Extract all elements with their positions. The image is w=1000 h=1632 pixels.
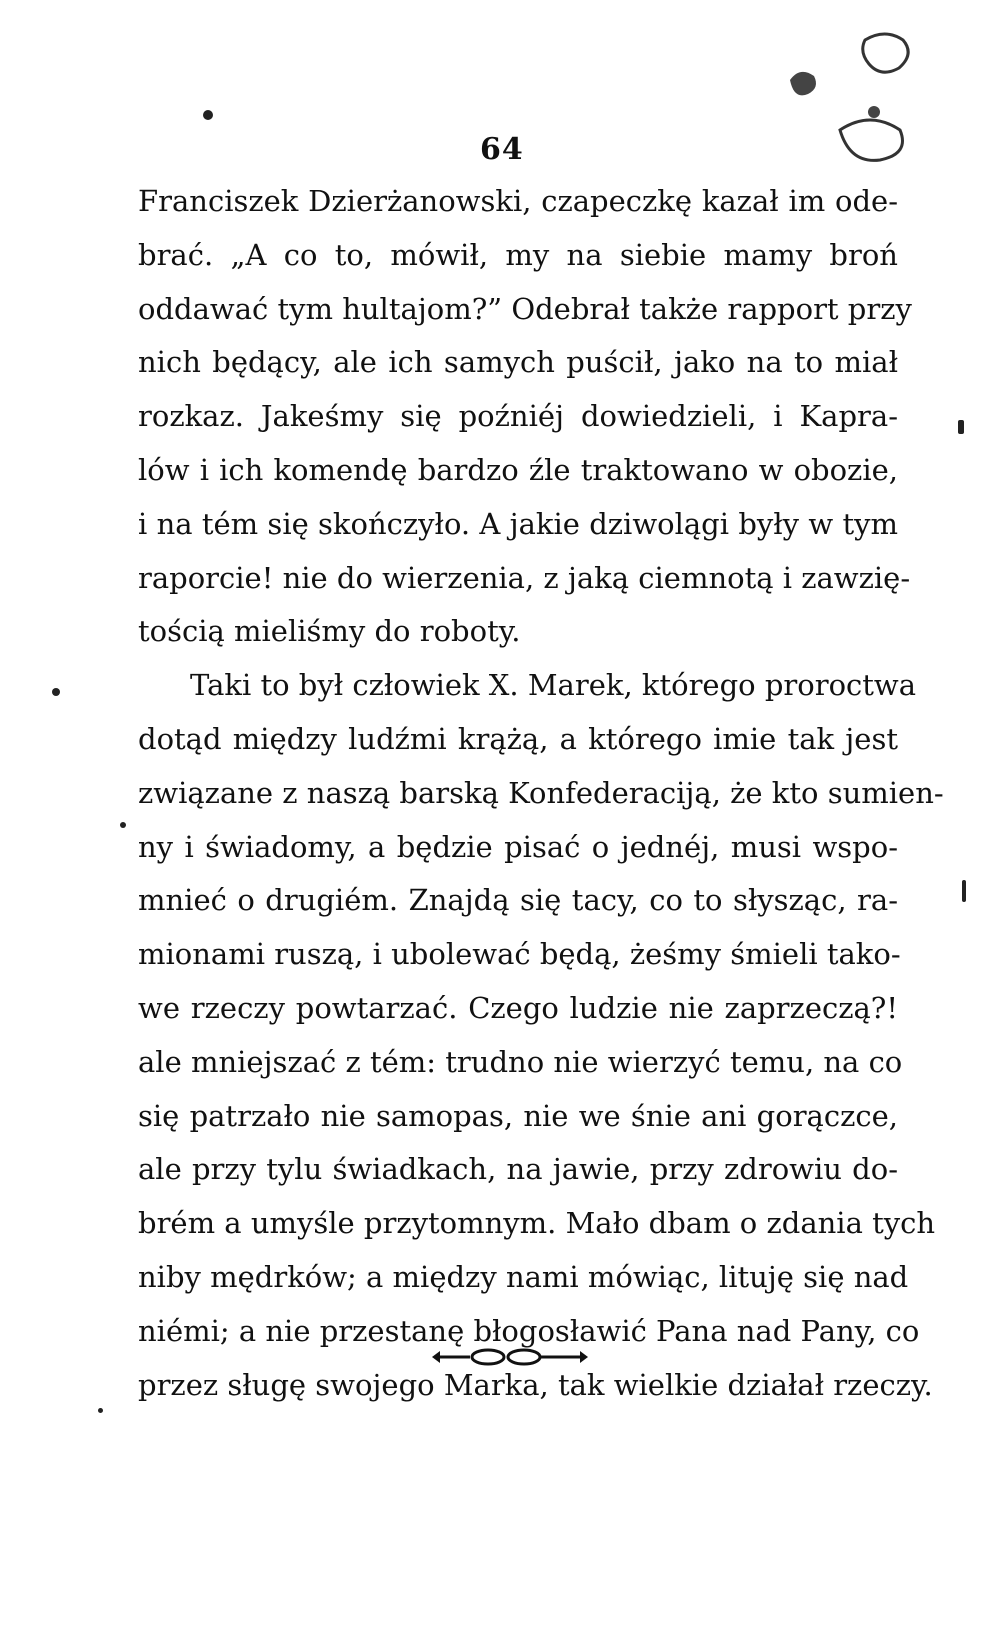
text-line: się patrzało nie samopas, nie we śnie ani gorączce, [138,1098,898,1133]
page-number: 64 [480,132,524,167]
text-line: brém a umyśle przytomnym. Mało dbam o zdania tych [138,1206,936,1241]
text-line: mionami ruszą, i ubolewać będą, żeśmy śmieli tako- [138,937,901,972]
text-line: niby mędrków; a między nami mówiąc, lituję się nad [138,1259,909,1294]
tailpiece-ornament-icon [430,1342,590,1372]
text-line: oddawać tym hultajom?” Odebrał także rapport przy [138,291,912,326]
body-text [138,175,944,1412]
text-line: brać. „A co to, mówił, my na siebie mamy broń [138,237,898,272]
ink-blot-icon [770,20,920,180]
text-line: lów i ich komendę bardzo źle traktowano w obozie, [138,452,898,487]
text-line: we rzeczy powtarzać. Czego ludzie nie zaprzeczą?! [138,990,898,1025]
speck [962,880,966,902]
text-line: niémi; a nie przestanę błogosławić Pana nad Pany, co [138,1313,920,1348]
text-line: rozkaz. Jakeśmy się poźniéj dowiedzieli, i Kapra- [138,399,898,434]
text-line: przez sługę swojego Marka, tak wielkie działał rzeczy. [138,1367,933,1402]
text-line: ale mniejszać z tém: trudno nie wierzyć temu, na co [138,1044,903,1079]
text-line: tością mieliśmy do roboty. [138,614,521,649]
speck [98,1408,103,1413]
text-line: raporcie! nie do wierzenia, z jaką ciemnotą i zawzię- [138,560,911,595]
text-line: nich będący, ale ich samych puścił, jako na to miał [138,345,898,380]
text-line: ale przy tylu świadkach, na jawie, przy zdrowiu do- [138,1152,898,1187]
speck [958,420,964,434]
text-line: ny i świadomy, a będzie pisać o jednéj, musi wspo- [138,829,898,864]
text-line: mnieć o drugiém. Znajdą się tacy, co to słysząc, ra- [138,883,898,918]
text-line: i na tém się skończyło. A jakie dziwolągi były w tym [138,506,898,541]
text-line: Franciszek Dzierżanowski, czapeczkę kazał im ode- [138,184,898,218]
speck [203,110,213,120]
text-line: związane z naszą barską Konfederaciją, że kto sumien- [138,775,944,810]
text-line: Taki to był człowiek X. Marek, którego proroctwa [190,668,917,703]
speck [120,822,126,828]
text-line: dotąd między ludźmi krążą, a którego imie tak jest [138,721,898,756]
speck [52,688,60,696]
